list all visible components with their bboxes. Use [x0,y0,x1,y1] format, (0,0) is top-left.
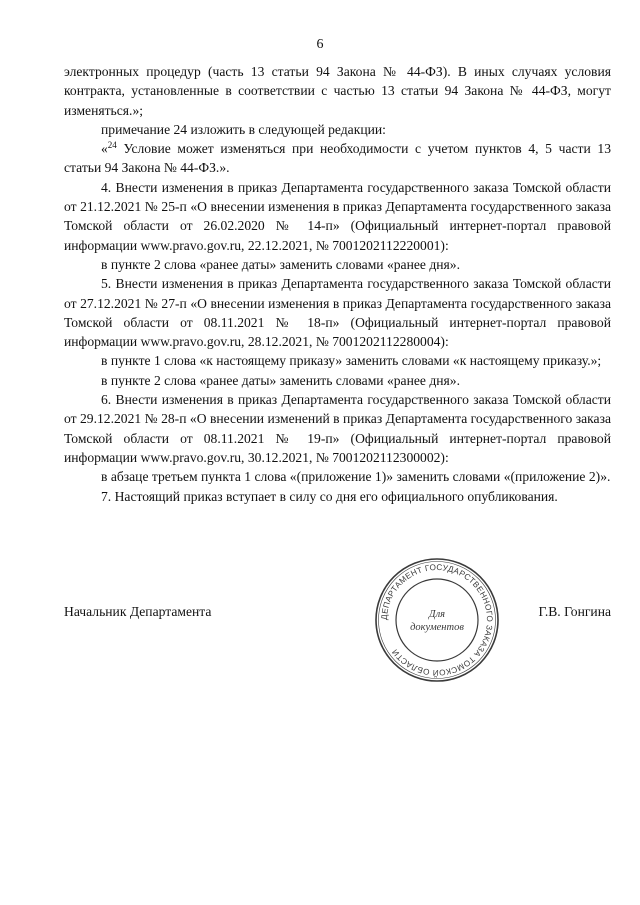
seal-outer-ring [376,559,498,681]
paragraph-item-6: 6. Внести изменения в приказ Департамента государственного заказа Томской области от 29.12.2021 № 28-п «О внесении изменений в приказ Департамента государственного заказа Томской области от 08.11.2021 № 19-п» (Официальный интернет-портал правовой информации www.pravo.gov.ru, 30.12.2021, № 7001202112300002): [64,392,611,465]
paragraph-note-24-intro: примечание 24 изложить в следующей редакции: [101,121,386,137]
paragraph-item-4: 4. Внести изменения в приказ Департамента государственного заказа Томской области от 21.12.2021 № 25-п «О внесении изменения в приказ Департамента государственного заказа Томской области от 26.02.2020 № 14-п» (Официальный интернет-портал правовой информации www.pravo.gov.ru, 22.12.2021, № 7001202112220001): [64,179,611,253]
paragraph-item-5-change-2: в пункте 2 слова «ранее даты» заменить словами «ранее дня». [101,372,460,388]
footnote-marker: 24 [107,140,117,151]
paragraph-item-5-change-1: в пункте 1 слова «к настоящему приказу» заменить словами «к настоящему приказу.»; [101,353,602,369]
seal-ring-textpath: ДЕПАРТАМЕНТ ГОСУДАРСТВЕННОГО ЗАКАЗА ТОМСКОЙ ОБЛАСТИ [379,562,495,678]
document-body [64,62,611,506]
paragraph-continuation: электронных процедур (часть 13 статьи 94 Закона № 44-ФЗ). В иных случаях условия контракта, установленные в соответствии с частью 13 статьи 94 Закона № 44-ФЗ, могут изменяться.»; [64,64,611,118]
signatory-name: Г.В. Гонгина [538,604,611,619]
paragraph-item-5: 5. Внести изменения в приказ Департамента государственного заказа Томской области от 27.12.2021 № 27-п «О внесении изменения в приказ Департамента государственного заказа Томской области от 08.11.2021 № 18-п» (Официальный интернет-портал правовой информации www.pravo.gov.ru, 28.12.2021, № 7001202112280004): [64,276,611,350]
page-number: 6 [316,37,324,52]
seal-ring-text [380,563,494,679]
seal-center-line-1: Для [428,609,446,620]
paragraph-item-4-change: в пункте 2 слова «ранее даты» заменить словами «ранее дня». [101,256,460,272]
seal-center-line-2: документов [410,622,464,633]
paragraph-item-6-change: в абзаце третьем пункта 1 слова «(приложение 1)» заменить словами «(приложение 2)». [101,469,611,485]
signatory-title: Начальник Департамента [64,604,212,619]
note-text: Условие может изменяться при необходимости с учетом пунктов 4, 5 части 13 статьи 94 Закона № 44-ФЗ.». [64,141,611,176]
quote-open: « [101,141,108,157]
paragraph-note-24-text [64,139,611,178]
paragraph-item-7: 7. Настоящий приказ вступает в силу со дня его официального опубликования. [101,488,558,504]
seal-inner-ring [396,579,478,661]
official-seal [373,556,501,684]
